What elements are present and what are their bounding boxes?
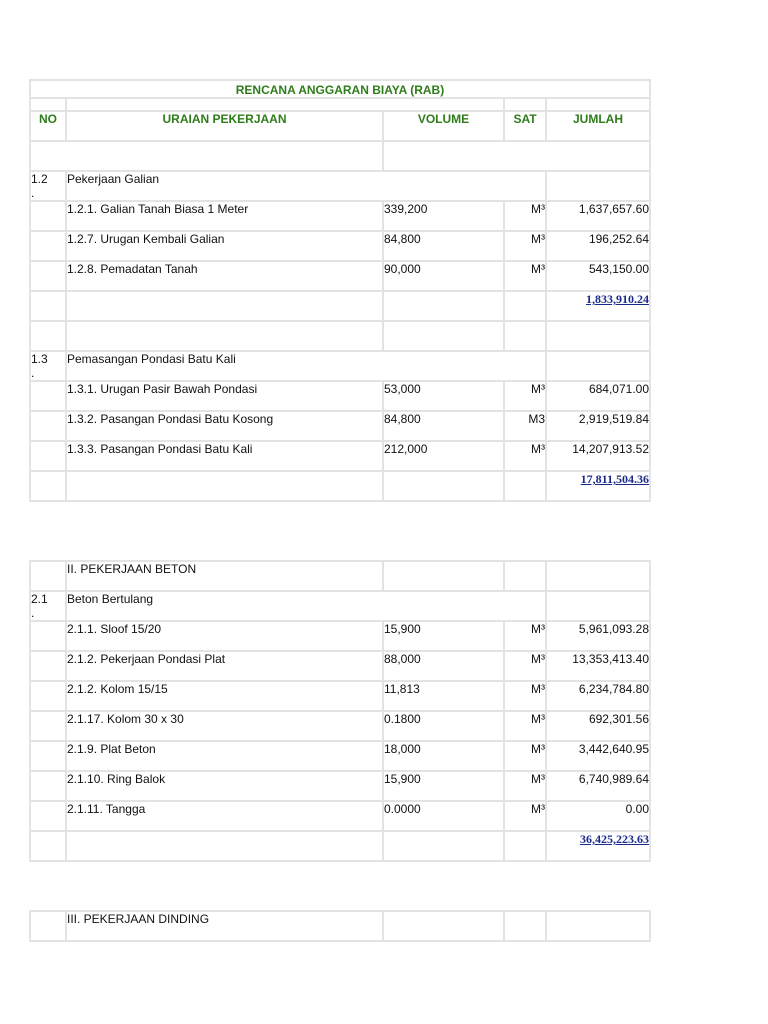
table-row: 2.1.9. Plat Beton 18,000 M³ 3,442,640.95 — [30, 741, 650, 771]
table-title: RENCANA ANGGARAN BIAYA (RAB) — [30, 80, 650, 98]
table-row: 1.3.1. Urugan Pasir Bawah Pondasi 53,000 M³ 684,071.00 — [30, 381, 650, 411]
table-row: 2.1.1. Sloof 15/20 15,900 M³ 5,961,093.28 — [30, 621, 650, 651]
rab-table-3 — [29, 910, 651, 942]
header-row — [30, 111, 650, 141]
rab-table-2 — [29, 560, 651, 862]
chapter-heading: III. PEKERJAAN DINDING — [66, 911, 383, 941]
section-name: Beton Bertulang — [66, 591, 546, 621]
subtotal-row — [30, 831, 650, 861]
section-number: 1.3 — [31, 352, 48, 366]
table-row: 2.1.11. Tangga 0.0000 M³ 0.00 — [30, 801, 650, 831]
subtotal-link[interactable]: 1,833,910.24 — [586, 292, 649, 306]
section-number: 2.1 — [31, 592, 48, 606]
header-uraian: URAIAN PEKERJAAN — [66, 111, 383, 141]
table-row: 1.2.8. Pemadatan Tanah 90,000 M³ 543,150.00 — [30, 261, 650, 291]
table-row: 1.3.2. Pasangan Pondasi Batu Kosong 84,800 M3 2,919,519.84 — [30, 411, 650, 441]
subtotal-row — [30, 471, 650, 501]
table-row: 2.1.17. Kolom 30 x 30 0.1800 M³ 692,301.56 — [30, 711, 650, 741]
section-number: 1.2 — [31, 172, 48, 186]
subtotal-row — [30, 291, 650, 321]
table-row: 2.1.10. Ring Balok 15,900 M³ 6,740,989.64 — [30, 771, 650, 801]
header-sat: SAT — [504, 111, 546, 141]
table-row: 1.2.1. Galian Tanah Biasa 1 Meter 339,200 M³ 1,637,657.60 — [30, 201, 650, 231]
section-row: 2.1 . Beton Bertulang — [30, 591, 650, 621]
section-name: Pekerjaan Galian — [66, 171, 546, 201]
rab-table-1 — [29, 79, 651, 502]
header-jumlah: JUMLAH — [546, 111, 650, 141]
header-no: NO — [30, 111, 66, 141]
table-row: 2.1.2. Pekerjaan Pondasi Plat 88,000 M³ 13,353,413.40 — [30, 651, 650, 681]
subtotal-link[interactable]: 36,425,223.63 — [580, 832, 649, 846]
subtotal-link[interactable]: 17,811,504.36 — [580, 472, 649, 486]
chapter-row — [30, 911, 650, 941]
table-row: 1.3.3. Pasangan Pondasi Batu Kali 212,000 M³ 14,207,913.52 — [30, 441, 650, 471]
section-name: Pemasangan Pondasi Batu Kali — [66, 351, 546, 381]
section-row: 1.2 . Pekerjaan Galian — [30, 171, 650, 201]
chapter-row — [30, 561, 650, 591]
header-volume: VOLUME — [383, 111, 504, 141]
table-row: 2.1.2. Kolom 15/15 11,813 M³ 6,234,784.80 — [30, 681, 650, 711]
table-row: 1.2.7. Urugan Kembali Galian 84,800 M³ 196,252.64 — [30, 231, 650, 261]
section-row: 1.3 . Pemasangan Pondasi Batu Kali — [30, 351, 650, 381]
chapter-heading: II. PEKERJAAN BETON — [66, 561, 383, 591]
